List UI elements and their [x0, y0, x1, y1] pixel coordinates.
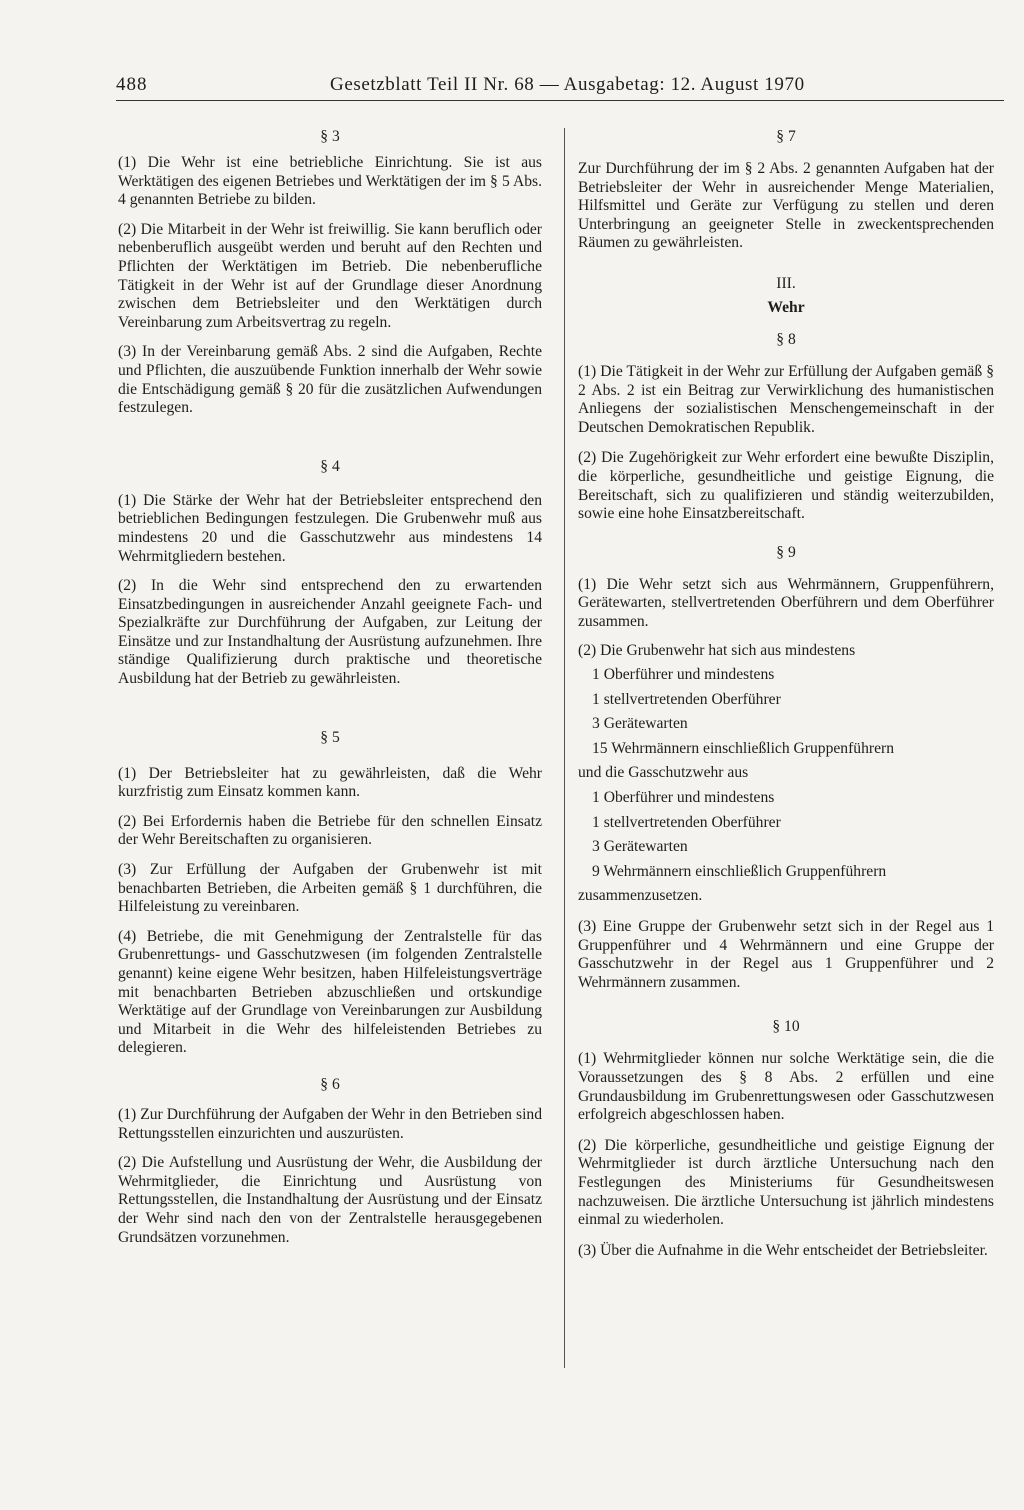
list-item: 15 Wehrmännern einschließlich Gruppenführern	[592, 739, 894, 757]
s9-paragraph-2-intro: (2) Die Grubenwehr hat sich aus mindestens	[578, 641, 856, 659]
left-column	[118, 124, 542, 1247]
s8-paragraph-1: (1) Die Tätigkeit in der Wehr zur Erfüllung der Aufgaben gemäß § 2 Abs. 2 ist ein Beitrag zur Verwirklichung des humanistischen Anliegens der sozialistischen Menschengemeinschaft in der Deutschen Demokratischen Republik.	[578, 362, 994, 436]
gasschutzwehr-list	[578, 789, 994, 881]
s5-paragraph-3: (3) Zur Erfüllung der Aufgaben der Grubenwehr ist mit benachbarten Betrieben, die Arbeiten gemäß § 1 durchführen, die Hilfeleistung zu vereinbaren.	[118, 861, 542, 916]
list-item: 1 Oberführer und mindestens	[592, 789, 775, 807]
part-number: III.	[776, 274, 796, 292]
s10-paragraph-1: (1) Wehrmitglieder können nur solche Werktätige sein, die die Voraussetzungen des § 8 Abs. 2 erfüllen und eine Grundausbildung im Grubenrettungswesen oder Gasschutzwesen erfolgreich abgeschlossen haben.	[578, 1050, 994, 1124]
column-divider	[564, 128, 565, 1368]
list-item: 3 Gerätewarten	[592, 715, 688, 733]
s9-end-text: zusammenzusetzen.	[578, 887, 703, 905]
s6-paragraph-2: (2) Die Aufstellung und Ausrüstung der Wehr, die Ausbildung der Wehrmitglieder, die Einrichtung und Ausrüstung von Rettungsstellen, die Instandhaltung der Ausrüstung und der Einsatz der Wehr sind nach den von der Zentralstelle herausgegebenen Grundsätzen vorzunehmen.	[118, 1154, 542, 1246]
section-heading-5: § 5	[320, 728, 340, 746]
list-item: 9 Wehrmännern einschließlich Gruppenführern	[592, 862, 887, 880]
list-item: 1 stellvertretenden Oberführer	[592, 813, 781, 831]
section-heading-10: § 10	[772, 1018, 800, 1036]
list-item: 1 stellvertretenden Oberführer	[592, 690, 781, 708]
s10-paragraph-2: (2) Die körperliche, gesundheitliche und geistige Eignung der Wehrmitglieder ist durch ärztliche Untersuchung nach den Festlegungen des Ministeriums für Gesundheitswesen nachzuweisen. Die ärztliche Untersuchung ist jährlich mindestens einmal zu wiederholen.	[578, 1136, 994, 1229]
s8-paragraph-2: (2) Die Zugehörigkeit zur Wehr erfordert eine bewußte Disziplin, die körperliche, gesundheitliche und geistige Eignung, die Bereitschaft, sich zu qualifizieren und ständig weiterzubilden, sowie eine hohe Einsatzbereitschaft.	[578, 449, 994, 523]
s7-paragraph-1: Zur Durchführung der im § 2 Abs. 2 genannten Aufgaben hat der Betriebsleiter der Wehr in ausreichender Menge Materialien, Hilfsmittel und Geräte zur Verfügung zu stellen und deren Unterbringung an geeigneter Stelle in zweckentsprechenden Räumen zu gewährleisten.	[578, 160, 994, 252]
s5-paragraph-2: (2) Bei Erfordernis haben die Betriebe für den schnellen Einsatz der Wehr Bereitschaften zu organisieren.	[118, 812, 542, 849]
header-rule	[116, 100, 1004, 101]
list-item: 1 Oberführer und mindestens	[592, 666, 775, 684]
section-heading-7: § 7	[776, 128, 796, 145]
s4-paragraph-2: (2) In die Wehr sind entsprechend den zu erwartenden Einsatzbedingungen in ausreichender Anzahl geeignete Fach- und Spezialkräfte zur Durchführung der Aufgaben, zur Leitung der Einsätze und zur Instandhaltung der Ausrüstung aufzunehmen. Ihre ständige Qualifizierung durch praktische und theoretische Ausbildung hat der Betrieb zu gewährleisten.	[118, 577, 542, 688]
s6-paragraph-1: (1) Zur Durchführung der Aufgaben der Wehr in den Betrieben sind Rettungsstellen einzurichten und auszurüsten.	[118, 1105, 542, 1142]
page-header	[116, 74, 1004, 102]
header-title: Gesetzblatt Teil II Nr. 68 — Ausgabetag: 12. August 1970	[330, 74, 805, 95]
s9-paragraph-3: (3) Eine Gruppe der Grubenwehr setzt sich in der Regel aus 1 Gruppenführer und 4 Wehrmännern und eine Gruppe der Gasschutzwehr in der Regel aus 1 Gruppenführer und 2 Wehrmännern zusammen.	[578, 918, 994, 991]
section-heading-8: § 8	[776, 330, 796, 348]
s5-paragraph-4: (4) Betriebe, die mit Genehmigung der Zentralstelle für das Grubenrettungs- und Gasschutzwesen (im folgenden Zentralstelle genannt) keine eigene Wehr besitzen, haben Hilfeleistungsverträge mit benachbarten Betrieben abzuschließen und ortskundige Werktätige auf der Grundlage von Vereinbarungen zur Ausbildung und Mitarbeit in die Wehr des hilfeleistenden Betriebes zu delegieren.	[118, 927, 542, 1057]
page-number: 488	[116, 74, 148, 95]
s4-paragraph-1: (1) Die Stärke der Wehr hat der Betriebsleiter entsprechend den betrieblichen Bedingungen festzulegen. Die Grubenwehr muß aus mindestens 20 und die Gasschutzwehr aus mindestens 14 Wehrmitgliedern bestehen.	[118, 491, 542, 565]
s3-paragraph-1: (1) Die Wehr ist eine betriebliche Einrichtung. Sie ist aus Werktätigen des eigenen Betriebes und Werktätigen der im § 5 Abs. 4 genannten Betriebe zu bilden.	[118, 154, 542, 209]
s5-paragraph-1: (1) Der Betriebsleiter hat zu gewährleisten, daß die Wehr kurzfristig zum Einsatz kommen kann.	[118, 764, 542, 801]
s3-paragraph-3: (3) In der Vereinbarung gemäß Abs. 2 sind die Aufgaben, Rechte und Pflichten, die auszuübende Funktion innerhalb der Wehr sowie die Entschädigung gemäß § 20 für die zusätzlichen Aufwendungen festzulegen.	[118, 343, 542, 417]
right-column	[578, 124, 994, 1260]
s10-paragraph-3: (3) Über die Aufnahme in die Wehr entscheidet der Betriebsleiter.	[578, 1241, 988, 1259]
part-title: Wehr	[767, 298, 805, 316]
section-heading-9: § 9	[776, 543, 796, 561]
section-heading-6: § 6	[320, 1075, 340, 1093]
s3-paragraph-2: (2) Die Mitarbeit in der Wehr ist freiwillig. Sie kann beruflich oder nebenberuflich ausgeübt werden und beruht auf den Rechten und Pflichten der Werktätigen im Betrieb. Die nebenberufliche Tätigkeit in der Wehr ist auf der Grundlage dieser Anordnung zwischen dem Betriebsleiter und den Werktätigen durch Vereinbarung zum Arbeitsvertrag zu regeln.	[118, 220, 542, 331]
s9-mid-text: und die Gasschutzwehr aus	[578, 764, 749, 782]
section-heading-4: § 4	[320, 457, 340, 475]
list-item: 3 Gerätewarten	[592, 838, 688, 856]
section-heading-3: § 3	[320, 128, 340, 145]
grubenwehr-list	[578, 666, 994, 758]
s9-paragraph-1: (1) Die Wehr setzt sich aus Wehrmännern, Gruppenführern, Gerätewarten, stellvertretenden Oberführern und dem Oberführer zusammen.	[578, 575, 994, 630]
